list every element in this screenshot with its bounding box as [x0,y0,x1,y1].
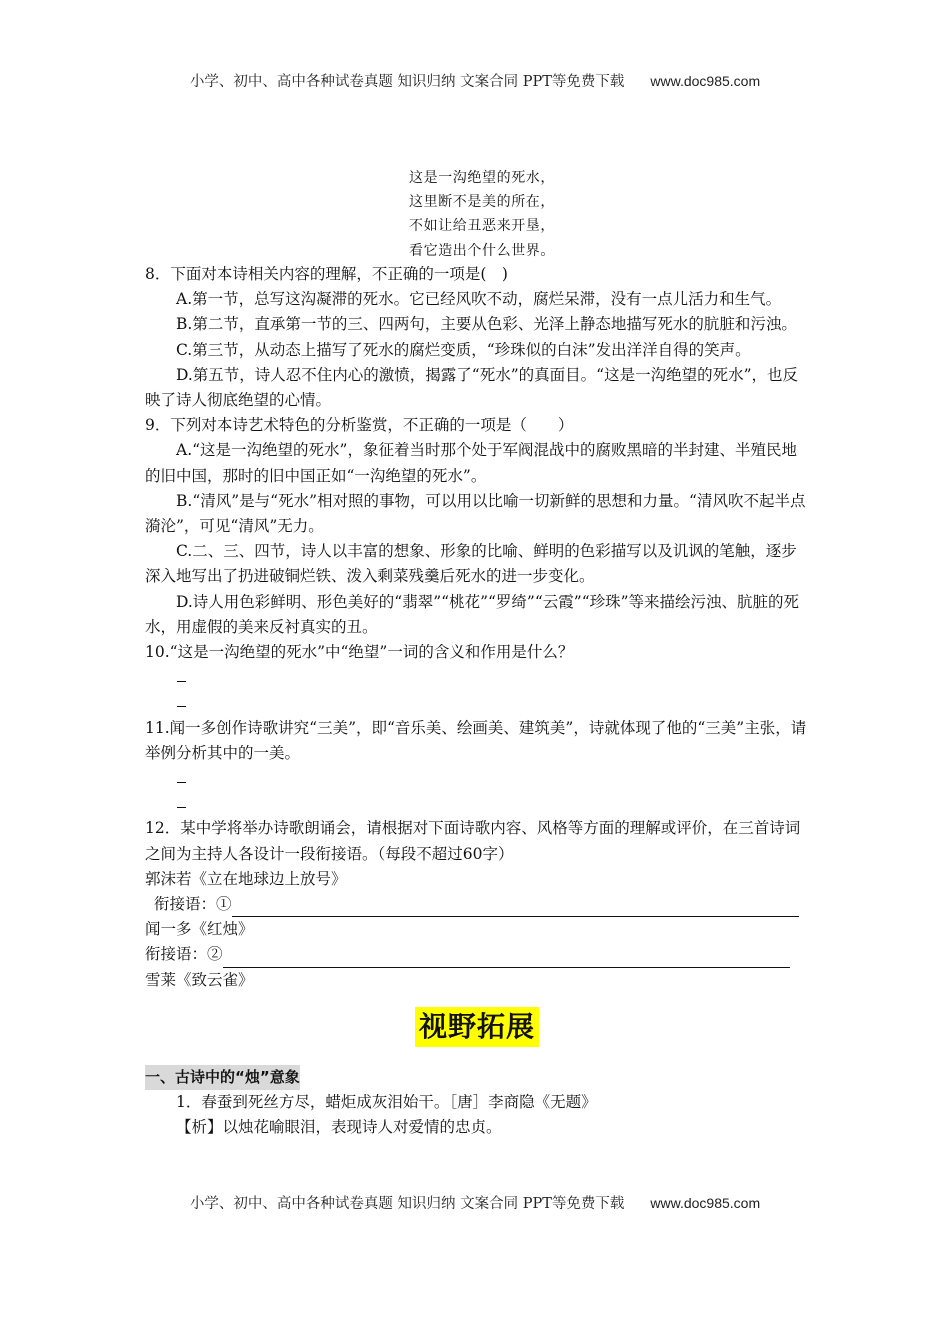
footer-site: www.doc985.com [650,1195,761,1211]
page-header [0,70,950,91]
q8-option-d: D.第五节，诗人忍不住内心的激愤，揭露了“死水”的真面目。“这是一沟绝望的死水”，也反映了诗人彻底绝望的心情。 [145,365,799,410]
q9-option-d: D.诗人用色彩鲜明、形色美好的“翡翠”“桃花”“罗绮”“云霞”“珍珠”等来描绘污浊、肮脏的死水，用虚假的美来反衬真实的丑。 [145,592,800,636]
q8-option-c: C.第三节，从动态上描写了死水的腐烂变质，“珍珠似的白沫”发出洋洋自得的笑声。 [176,340,751,359]
section-item: 1．春蚕到死丝方尽，蜡炬成灰泪始干。［唐］李商隐《无题》 [176,1093,597,1112]
q12-poem-2: 闻一多《红烛》 [145,920,254,939]
q12-poem-3: 雪莱《致云雀》 [145,970,254,989]
poem-line: 这是一沟绝望的死水， [409,170,555,186]
q12-stem: 12．某中学将举办诗歌朗诵会，请根据对下面诗歌内容、风格等方面的理解或评价，在三首诗词之间为主持人各设计一段衔接语。（每段不超过60字） [145,819,801,863]
header-text: 小学、初中、高中各种试卷真题 知识归纳 文案合同 PPT等免费下载 [189,74,625,90]
section-banner [145,1007,809,1065]
answer-blank[interactable] [145,665,809,690]
answer-line [177,666,186,682]
q12-bridge-2 [145,942,809,967]
q8-option-a: A.第一节，总写这沟凝滞的死水。它已经风吹不动，腐烂呆滞，没有一点儿活力和生气。 [176,290,782,309]
q9-option-a: A.“这是一沟绝望的死水”，象征着当时那个处于军阀混战中的腐败黑暗的半封建、半殖民地的旧中国，那时的旧中国正如“一沟绝望的死水”。 [145,441,797,485]
q8-option-b: B.第二节，直承第一节的三、四两句，主要从色彩、光泽上静态地描写死水的肮脏和污浊。 [176,315,797,334]
question-body [145,262,809,1140]
page-footer [0,1192,950,1213]
poem-line: 不如让给丑恶来开垦， [409,218,555,235]
poem-line: 这里断不是美的所在， [409,194,555,211]
answer-blank[interactable] [145,766,809,791]
poem-line: 看它造出个什么世界。 [409,242,555,259]
footer-text: 小学、初中、高中各种试卷真题 知识归纳 文案合同 PPT等免费下载 [189,1196,625,1212]
q9-option-b: B.“清风”是与“死水”相对照的事物，可以用以比喻一切新鲜的思想和力量。“清风吹不起半点漪沦”，可见“清风”无力。 [145,491,806,536]
answer-line [177,691,186,707]
q12-bridge-1 [145,892,809,917]
answer-line [177,792,186,808]
bridge-fill-line[interactable] [232,898,799,917]
answer-line [177,767,186,783]
bridge-label: 衔接语：② [145,945,223,964]
banner-title: 视野拓展 [415,1007,539,1047]
poem-excerpt [409,166,555,263]
answer-blank[interactable] [145,690,809,715]
q11-stem: 11.闻一多创作诗歌讲究“三美”，即“音乐美、绘画美、建筑美”，诗就体现了他的“三美”主张，请举例分析其中的一美。 [145,718,807,762]
answer-blank[interactable] [145,791,809,816]
q8-stem: 8．下面对本诗相关内容的理解，不正确的一项是( ) [145,265,508,283]
header-site: www.doc985.com [650,73,761,89]
q9-option-c: C.二、三、四节，诗人以丰富的想象、形象的比喻、鲜明的色彩描写以及讥讽的笔触，逐步深入地写出了扔进破铜烂铁、泼入剩菜残羹后死水的进一步变化。 [145,542,797,586]
q10-stem: 10.“这是一沟绝望的死水”中“绝望”一词的含义和作用是什么？ [145,643,574,662]
q9-stem: 9．下列对本诗艺术特色的分析鉴赏，不正确的一项是（ ） [145,416,574,435]
bridge-fill-line[interactable] [223,949,790,968]
section-analysis: 【析】以烛花喻眼泪，表现诗人对爱情的忠贞。 [176,1118,502,1137]
section-title: 一、古诗中的“烛”意象 [145,1065,300,1090]
bridge-label: 衔接语：① [154,895,232,914]
q12-poem-1: 郭沫若《立在地球边上放号》 [145,869,347,888]
